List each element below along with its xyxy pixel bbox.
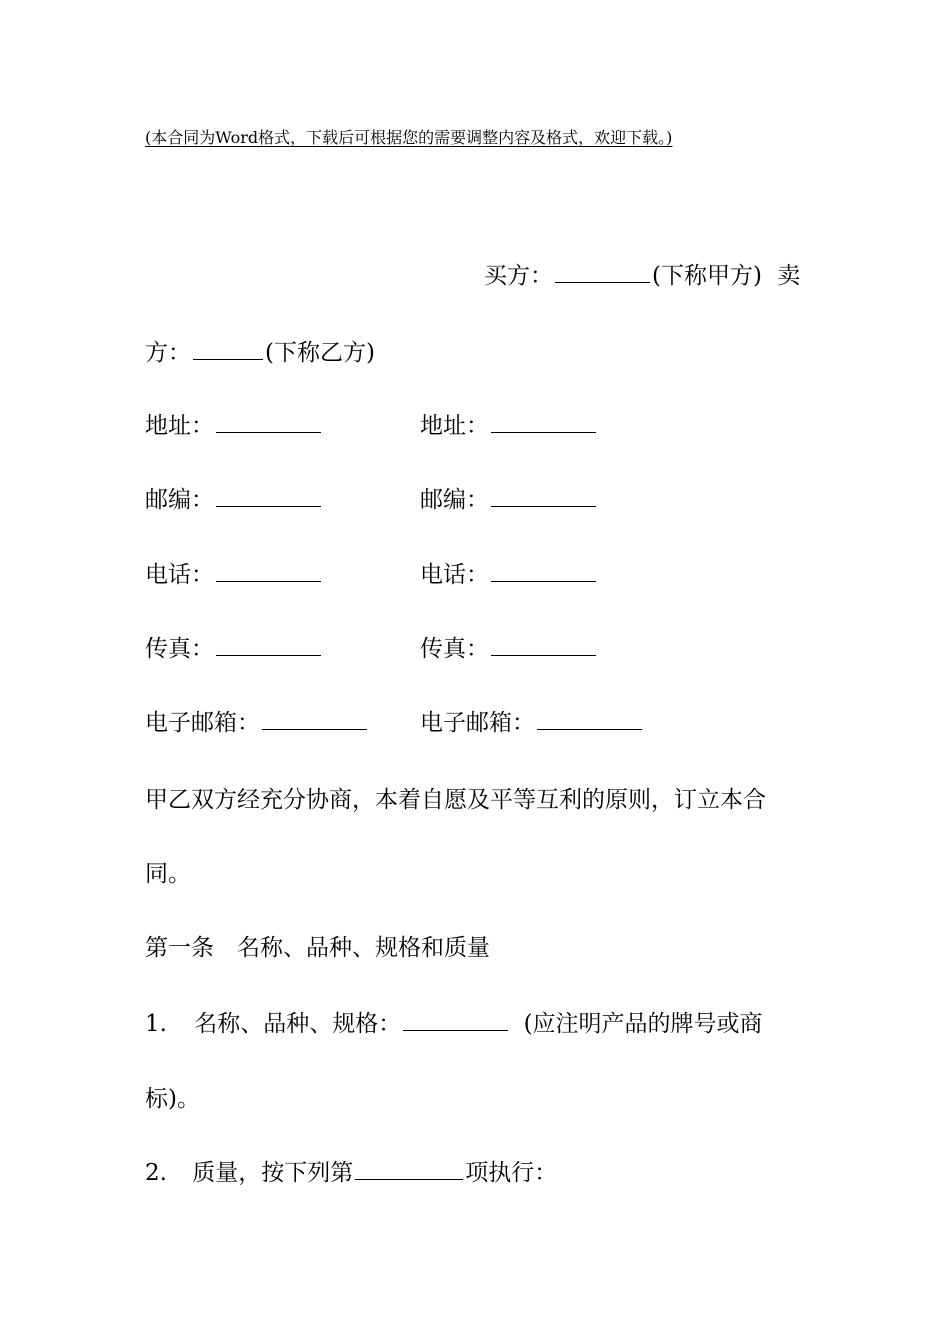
seller-phone-label: 电话： <box>420 562 489 588</box>
seller-address-blank <box>491 412 596 433</box>
item-2-blank <box>355 1159 463 1180</box>
address-row <box>145 410 845 442</box>
buyer-phone-label: 电话： <box>145 562 214 588</box>
item-1-note-cont: 标)。 <box>145 1086 200 1112</box>
fax-row <box>145 633 845 665</box>
seller-postcode-label: 邮编： <box>420 487 489 513</box>
seller-blank <box>193 339 263 360</box>
seller-label: 方： <box>145 340 191 366</box>
seller-postcode-blank <box>491 486 596 507</box>
seller-line <box>145 337 375 369</box>
item-1-note: (应注明产品的牌号或商 <box>523 1011 763 1037</box>
seller-email-label: 电子邮箱： <box>420 710 535 736</box>
phone-row <box>145 559 845 591</box>
buyer-postcode-label: 邮编： <box>145 487 214 513</box>
buyer-line <box>484 260 800 292</box>
article-1-title: 第一条 名称、品种、规格和质量 <box>145 935 490 961</box>
item-2 <box>145 1157 557 1189</box>
seller-fax-label: 传真： <box>420 636 489 662</box>
seller-suffix: (下称乙方) <box>265 340 375 366</box>
item-1-text: 名称、品种、规格： <box>194 1011 402 1037</box>
seller-phone-blank <box>491 561 596 582</box>
item-2-text: 质量，按下列第 <box>192 1160 354 1186</box>
buyer-phone-blank <box>216 561 321 582</box>
intro-line-2: 同。 <box>145 861 191 887</box>
seller-email-blank <box>537 709 642 730</box>
item-1-number: 1. <box>145 1011 167 1037</box>
item-2-tail: 项执行： <box>465 1160 558 1186</box>
postcode-row <box>145 484 845 516</box>
buyer-postcode-blank <box>216 486 321 507</box>
download-note: (本合同为Word格式，下载后可根据您的需要调整内容及格式，欢迎下载。) <box>145 128 673 147</box>
buyer-suffix: (下称甲方) <box>652 263 762 289</box>
buyer-blank <box>555 262 650 283</box>
buyer-fax-label: 传真： <box>145 636 214 662</box>
seller-address-label: 地址： <box>420 413 489 439</box>
buyer-email-blank <box>262 709 367 730</box>
seller-head: 卖 <box>777 263 801 289</box>
intro-line-1: 甲乙双方经充分协商，本着自愿及平等互利的原则，订立本合 <box>145 787 766 813</box>
item-2-number: 2. <box>145 1160 167 1186</box>
email-row <box>145 707 845 739</box>
item-1 <box>145 1008 763 1040</box>
buyer-fax-blank <box>216 635 321 656</box>
item-1-blank <box>403 1010 508 1031</box>
buyer-address-label: 地址： <box>145 413 214 439</box>
buyer-label: 买方： <box>484 263 553 289</box>
buyer-address-blank <box>216 412 321 433</box>
buyer-email-label: 电子邮箱： <box>145 710 260 736</box>
seller-fax-blank <box>491 635 596 656</box>
